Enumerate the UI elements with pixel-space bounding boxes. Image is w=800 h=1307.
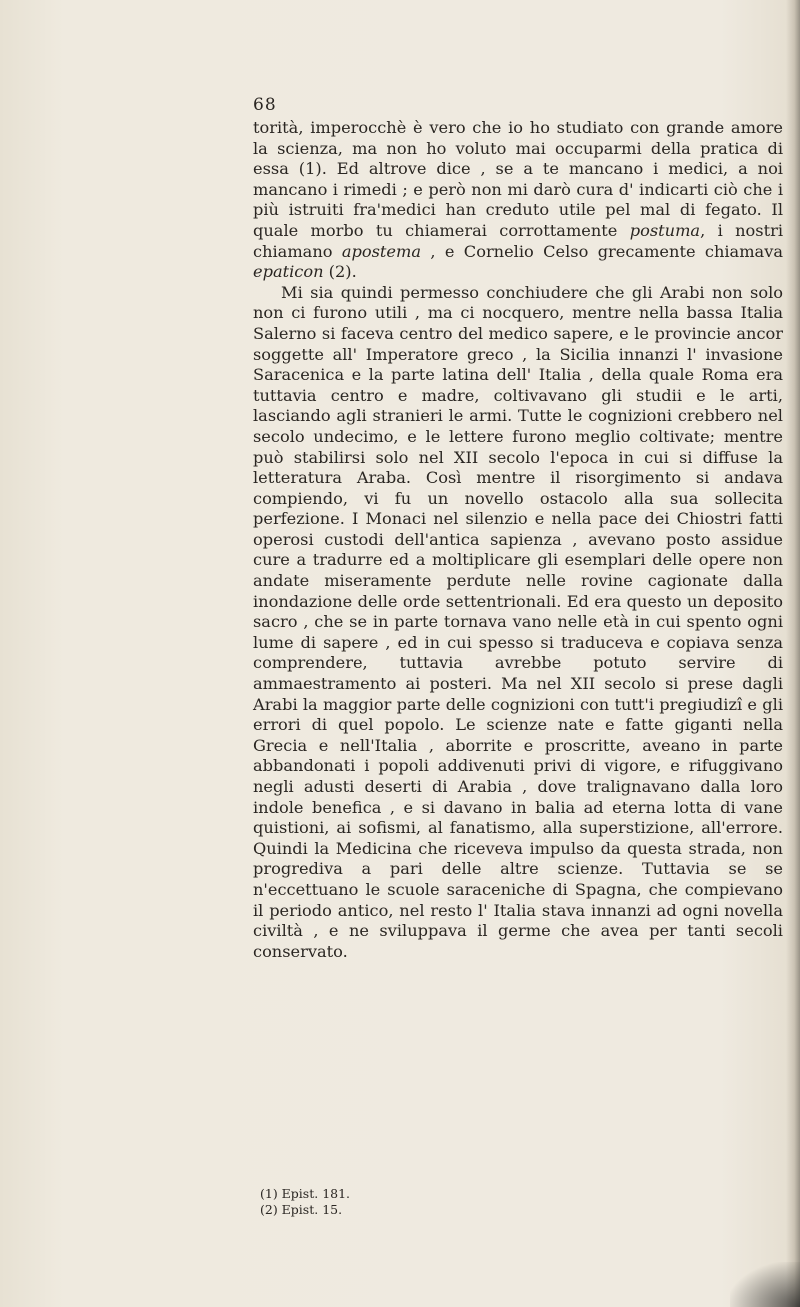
- page-number: 68: [253, 95, 277, 115]
- italic-term-apostema: apostema: [341, 241, 422, 261]
- footnotes: [260, 1186, 350, 1218]
- page-edge-shadow: [786, 0, 800, 1307]
- paragraph-1-text-4: (2).: [323, 262, 357, 282]
- paragraph-1: [253, 118, 783, 283]
- italic-term-epaticon: epaticon: [253, 262, 324, 282]
- footnote-2: (2) Epist. 15.: [260, 1202, 343, 1217]
- paragraph-2: [253, 283, 783, 963]
- italic-term-postuma: postuma: [629, 220, 701, 240]
- paragraph-1-text: torità, imperocchè è vero che io ho studiato con grande amore la scienza, ma non ho voluto mai occuparmi della pratica di essa (1). Ed altrove dice , se a te mancano i medici, a noi mancano i rimedi ; e però non mi darò cura d' indicarti ciò che i più istruiti fra'medici han creduto utile pel mal di fegato. Il quale morbo tu chiamerai corrottamente: [253, 118, 783, 240]
- body-text: [253, 118, 783, 962]
- footnote-1: (1) Epist. 181.: [260, 1186, 351, 1201]
- paragraph-1-text-2: , i nostri chiamano: [253, 220, 783, 261]
- paragraph-2-text: Mi sia quindi permesso conchiudere che gli Arabi non solo non ci furono utili , ma ci nocquero, mentre nella bassa Italia Salerno si faceva centro del medico sapere, e le provincie ancor soggette all' Imperatore greco , la Sicilia innanzi l' invasione Saracenica e la parte latina dell' Italia , della quale Roma era tuttavia centro e madre, coltivavano gli studii e le arti, lasciando agli stranieri le armi. Tutte le cognizioni crebbero nel secolo undecimo, e le lettere furono meglio coltivate; mentre può stabilirsi solo nel XII secolo l'epoca in cui si diffuse la letteratura Araba. Così mentre il risorgimento si andava compiendo, vi fu un novello ostacolo alla sua sollecita perfezione. I Monaci nel silenzio e nella pace dei Chiostri fatti operosi custodi dell'antica sapienza , avevano posto assidue cure a tradurre ed a moltiplicare gli esemplari delle opere non andate miseramente perdute nelle rovine cagionate dalla inondazione delle orde settentrionali. Ed era questo un deposito sacro , che se in parte tornava vano nelle età in cui spento ogni lume di sapere , ed in cui spesso si traduceva e copiava senza comprendere, tuttavia avrebbe potuto servire di ammaestramento ai posteri. Ma nel XII secolo si prese dagli Arabi la maggior parte delle cognizioni con tutt'i pregiudizî e gli errori di quel popolo. Le scienze nate e fatte giganti nella Grecia e nell'Italia , aborrite e proscritte, aveano in parte abbandonati i popoli addivenuti privi di vigore, e rifuggivano negli adusti deserti di Arabia , dove tralignavano dalla loro indole benefica , e si davano in balia ad eterna lotta di vane quistioni, ai sofismi, al fanatismo, alla superstizione, all'errore. Quindi la Medicina che riceveva impulso da questa strada, non progrediva a pari delle altre scienze. Tuttavia se se n'eccettuano le scuole saraceniche di Spagna, che compievano il periodo antico, nel resto l' Italia stava innanzi ad ogni novella civiltà , e ne sviluppava il germe che avea per tanti secoli conservato.: [253, 282, 783, 961]
- corner-stain: [730, 1262, 800, 1307]
- paragraph-1-text-3: , e Cornelio Celso grecamente chiamava: [421, 241, 783, 261]
